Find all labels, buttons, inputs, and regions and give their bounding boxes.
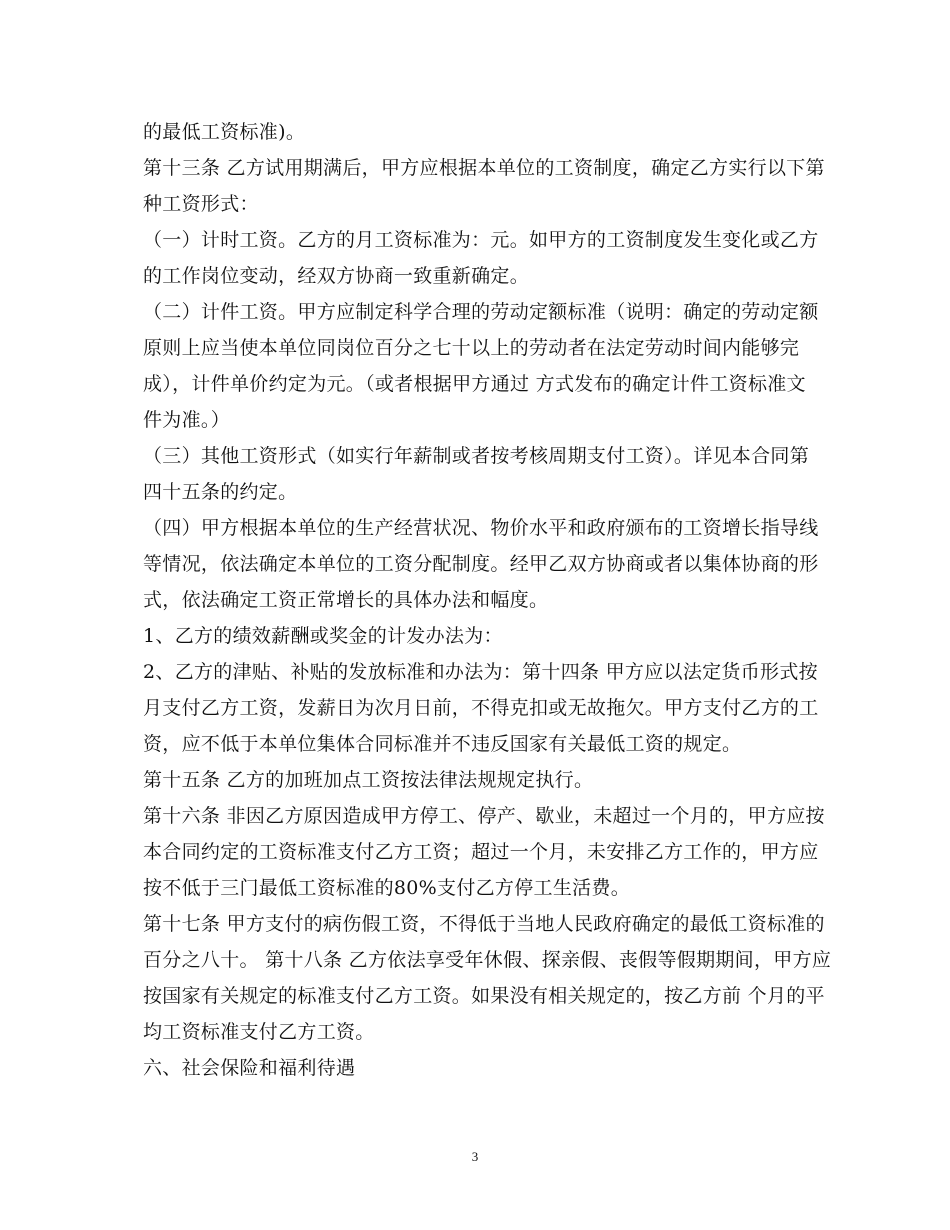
text-line: 本合同约定的工资标准支付乙方工资；超过一个月，未安排乙方工作的，甲方应 [143,841,819,863]
document-body [143,114,832,1086]
text-line: 的最低工资标准)。 [143,121,306,143]
page-number: 3 [471,1149,479,1164]
text-line: 等情况，依法确定本单位的工资分配制度。经甲乙双方协商或者以集体协商的形 [143,553,819,575]
text-line: 件为准。） [143,409,231,431]
text-line: （一）计时工资。乙方的月工资标准为：元。如甲方的工资制度发生变化或乙方 [143,229,819,251]
text-line: 式，依法确定工资正常增长的具体办法和幅度。 [143,589,549,611]
text-line: 2、乙方的津贴、补贴的发放标准和办法为：第十四条 甲方应以法定货币形式按 [143,661,818,683]
text-line: 种工资形式： [143,193,259,215]
text-line: （四）甲方根据本单位的生产经营状况、物价水平和政府颁布的工资增长指导线 [143,517,819,539]
text-line: 原则上应当使本单位同岗位百分之七十以上的劳动者在法定劳动时间内能够完 [143,337,800,359]
text-line: 均工资标准支付乙方工资。 [143,1021,375,1043]
text-line: 1、乙方的绩效薪酬或奖金的计发办法为： [143,625,503,647]
text-line: 的工作岗位变动，经双方协商一致重新确定。 [143,265,530,287]
text-line: 按国家有关规定的标准支付乙方工资。如果没有相关规定的，按乙方前 个月的平 [143,985,825,1007]
text-line: 月支付乙方工资，发薪日为次月日前，不得克扣或无故拖欠。甲方支付乙方的工 [143,697,819,719]
text-line: 第十三条 乙方试用期满后，甲方应根据本单位的工资制度，确定乙方实行以下第 [143,157,825,179]
text-line: 百分之八十。 第十八条 乙方依法享受年休假、探亲假、丧假等假期期间，甲方应 [143,949,832,971]
text-line: 按不低于三门最低工资标准的80%支付乙方停工生活费。 [143,877,631,899]
text-line: 第十六条 非因乙方原因造成甲方停工、停产、歇业，未超过一个月的，甲方应按 [143,805,825,827]
text-line: （三）其他工资形式（如实行年薪制或者按考核周期支付工资）。详见本合同第 [143,445,810,467]
text-line: 四十五条的约定。 [143,481,298,503]
text-line: 资，应不低于本单位集体合同标准并不违反国家有关最低工资的规定。 [143,733,742,755]
text-line: 第十七条 甲方支付的病伤假工资，不得低于当地人民政府确定的最低工资标准的 [143,913,825,935]
text-line: 第十五条 乙方的加班加点工资按法律法规规定执行。 [143,769,594,791]
text-line: （二）计件工资。甲方应制定科学合理的劳动定额标准（说明：确定的劳动定额 [143,301,819,323]
section-heading: 六、社会保险和福利待遇 [143,1057,356,1079]
text-line: 成），计件单价约定为元。（或者根据甲方通过 方式发布的确定计件工资标准文 [143,373,806,395]
